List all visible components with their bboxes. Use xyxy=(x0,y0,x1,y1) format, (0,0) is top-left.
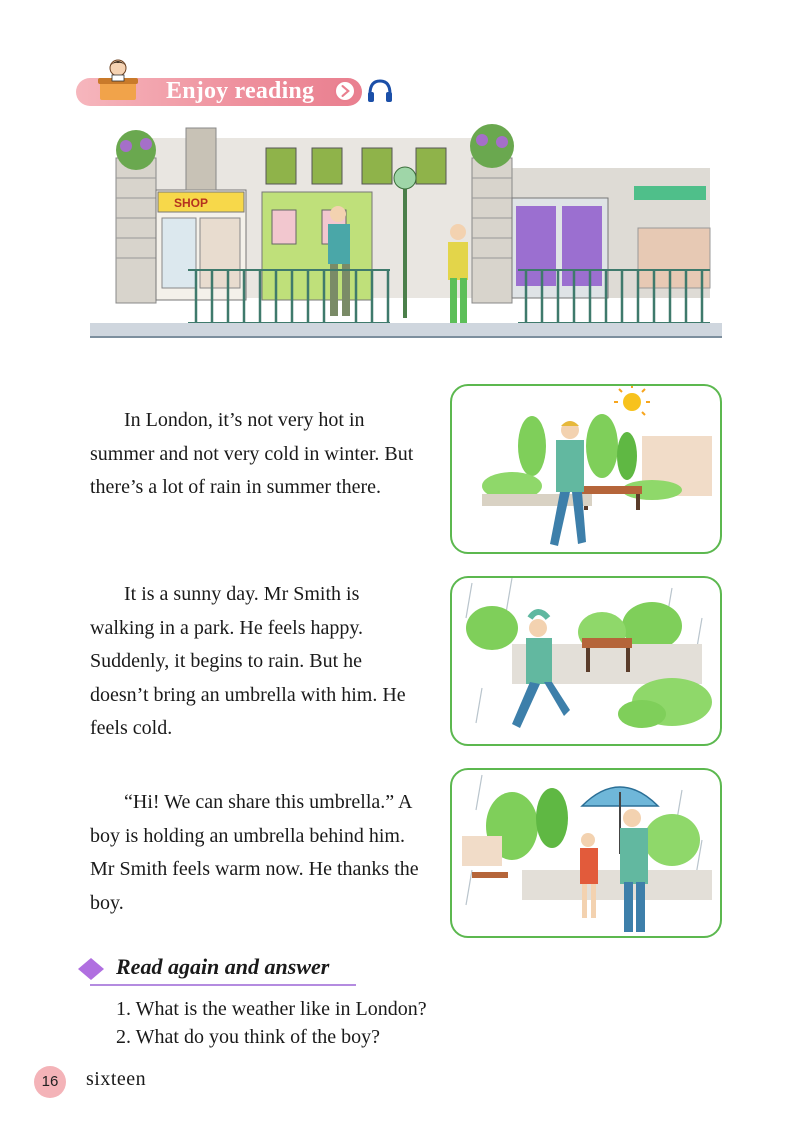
headphones-icon[interactable] xyxy=(366,78,394,104)
play-arrow-icon[interactable] xyxy=(334,80,356,102)
story-paragraph-3: “Hi! We can share this umbrella.” A boy is holding an umbrella behind him. Mr Smith feels warm now. He thanks the boy. xyxy=(90,791,419,914)
banner-title: Enjoy reading xyxy=(166,78,315,104)
picture-rain-begins xyxy=(450,576,722,746)
picture-sunny-walk xyxy=(450,384,722,554)
london-street-illustration xyxy=(90,118,722,350)
sunny-park-illustration xyxy=(452,386,720,552)
picture-sharing-umbrella xyxy=(450,768,722,938)
question-2: 2. What do you think of the boy? xyxy=(116,1026,381,1048)
section-underline xyxy=(90,984,356,986)
page-number-word: sixteen xyxy=(86,1068,147,1090)
diamond-bullet-icon xyxy=(78,958,104,980)
page-number-badge: 16 xyxy=(34,1066,66,1098)
umbrella-illustration xyxy=(452,770,720,936)
story-paragraph-1: In London, it’s not very hot in summer and not very cold in winter. But there’s a lot of rain in summer there. xyxy=(90,409,414,498)
story-paragraph-2: It is a sunny day. Mr Smith is walking in a park. He feels happy. Suddenly, it begins to rain. But he doesn’t bring an umbrella with him. He feels cold. xyxy=(90,583,406,739)
rainy-park-illustration xyxy=(452,578,720,744)
reading-girl-icon xyxy=(94,56,142,102)
section-title: Read again and answer xyxy=(116,954,330,979)
question-1: 1. What is the weather like in London? xyxy=(116,998,427,1020)
shop-sign: SHOP xyxy=(174,196,209,210)
